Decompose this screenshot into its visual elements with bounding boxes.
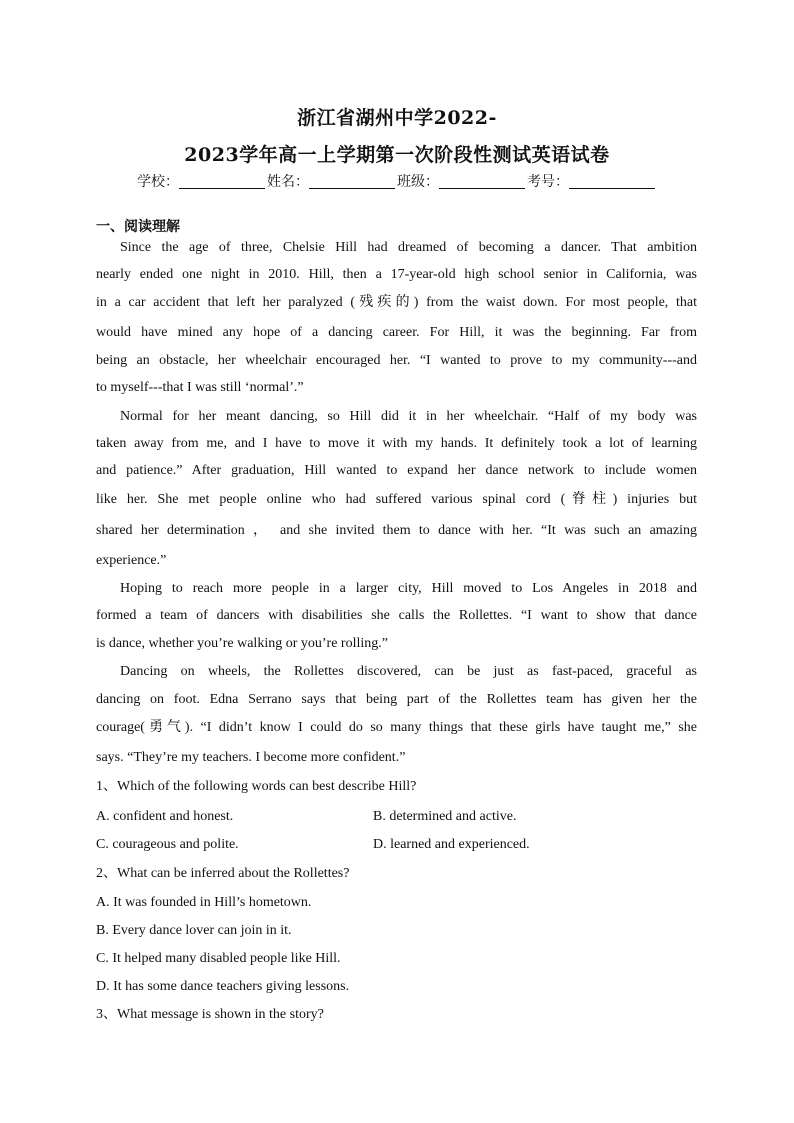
passage-line: taken away from me, and I have to move it with my hands. It definitely took a lot of learning	[96, 436, 697, 451]
passage-line: says. “They’re my teachers. I become more confident.”	[96, 750, 406, 765]
passage-line: is dance, whether you’re walking or you’re rolling.”	[96, 636, 388, 651]
section-heading: 一、阅读理解	[96, 219, 180, 235]
passage-line: nearly ended one night in 2010. Hill, then a 17-year-old high school senior in California, was	[96, 267, 697, 282]
passage-line: shared her determination ， and she invited them to dance with her. “It was such an amazing	[96, 523, 697, 538]
exam-number-label: 考号：	[527, 174, 569, 190]
question-3-stem: 3、What message is shown in the story?	[96, 1007, 324, 1022]
passage-line: Dancing on wheels, the Rollettes discovered, can be just as fast-paced, graceful as	[120, 664, 697, 679]
question-2-option-c[interactable]: C. It helped many disabled people like Hill.	[96, 951, 341, 966]
name-label: 姓名：	[267, 174, 309, 190]
passage-line: like her. She met people online who had suffered various spinal cord (脊柱) injuries but	[96, 492, 697, 507]
passage-line: would have mined any hope of a dancing career. For Hill, it was the beginning. Far from	[96, 325, 697, 340]
passage-line: Since the age of three, Chelsie Hill had dreamed of becoming a dancer. That ambition	[120, 240, 697, 255]
passage-line: courage(勇气). “I didn’t know I could do so many things that these girls have taught me,” she	[96, 720, 697, 735]
question-1-option-d[interactable]: D. learned and experienced.	[373, 837, 530, 852]
exam-title-line1: 浙江省湖州中学2022-	[297, 107, 497, 129]
passage-line: in a car accident that left her paralyzed (残疾的) from the waist down. For most people, that	[96, 295, 697, 310]
exam-number-blank[interactable]	[569, 174, 655, 189]
student-info-fields	[0, 171, 794, 191]
passage-line: formed a team of dancers with disabilities she calls the Rollettes. “I want to show that dance	[96, 608, 697, 623]
passage-line: experience.”	[96, 553, 167, 568]
exam-title-line2: 2023学年高一上学期第一次阶段性测试英语试卷	[184, 144, 610, 166]
question-2-option-d[interactable]: D. It has some dance teachers giving lessons.	[96, 979, 350, 994]
question-1-stem: 1、Which of the following words can best describe Hill?	[96, 779, 417, 794]
question-2-option-b[interactable]: B. Every dance lover can join in it.	[96, 923, 292, 938]
passage-line: to myself---that I was still ‘normal’.”	[96, 380, 304, 395]
passage-line: Hoping to reach more people in a larger city, Hill moved to Los Angeles in 2018 and	[120, 581, 697, 596]
school-blank[interactable]	[179, 174, 265, 189]
class-label: 班级：	[397, 174, 439, 190]
question-1-option-b[interactable]: B. determined and active.	[373, 809, 517, 824]
school-label: 学校：	[137, 174, 179, 190]
question-2-option-a[interactable]: A. It was founded in Hill’s hometown.	[96, 895, 312, 910]
name-blank[interactable]	[309, 174, 395, 189]
question-2-stem: 2、What can be inferred about the Rollettes?	[96, 866, 350, 881]
class-blank[interactable]	[439, 174, 525, 189]
passage-line: and patience.” After graduation, Hill wanted to expand her dance network to include women	[96, 463, 697, 478]
passage-line: being an obstacle, her wheelchair encouraged her. “I wanted to prove to my community---and	[96, 353, 697, 368]
passage-line: Normal for her meant dancing, so Hill did it in her wheelchair. “Half of my body was	[120, 409, 697, 424]
passage-line: dancing on foot. Edna Serrano says that being part of the Rollettes team has given her the	[96, 692, 697, 707]
question-1-option-c[interactable]: C. courageous and polite.	[96, 837, 239, 852]
question-1-option-a[interactable]: A. confident and honest.	[96, 809, 234, 824]
